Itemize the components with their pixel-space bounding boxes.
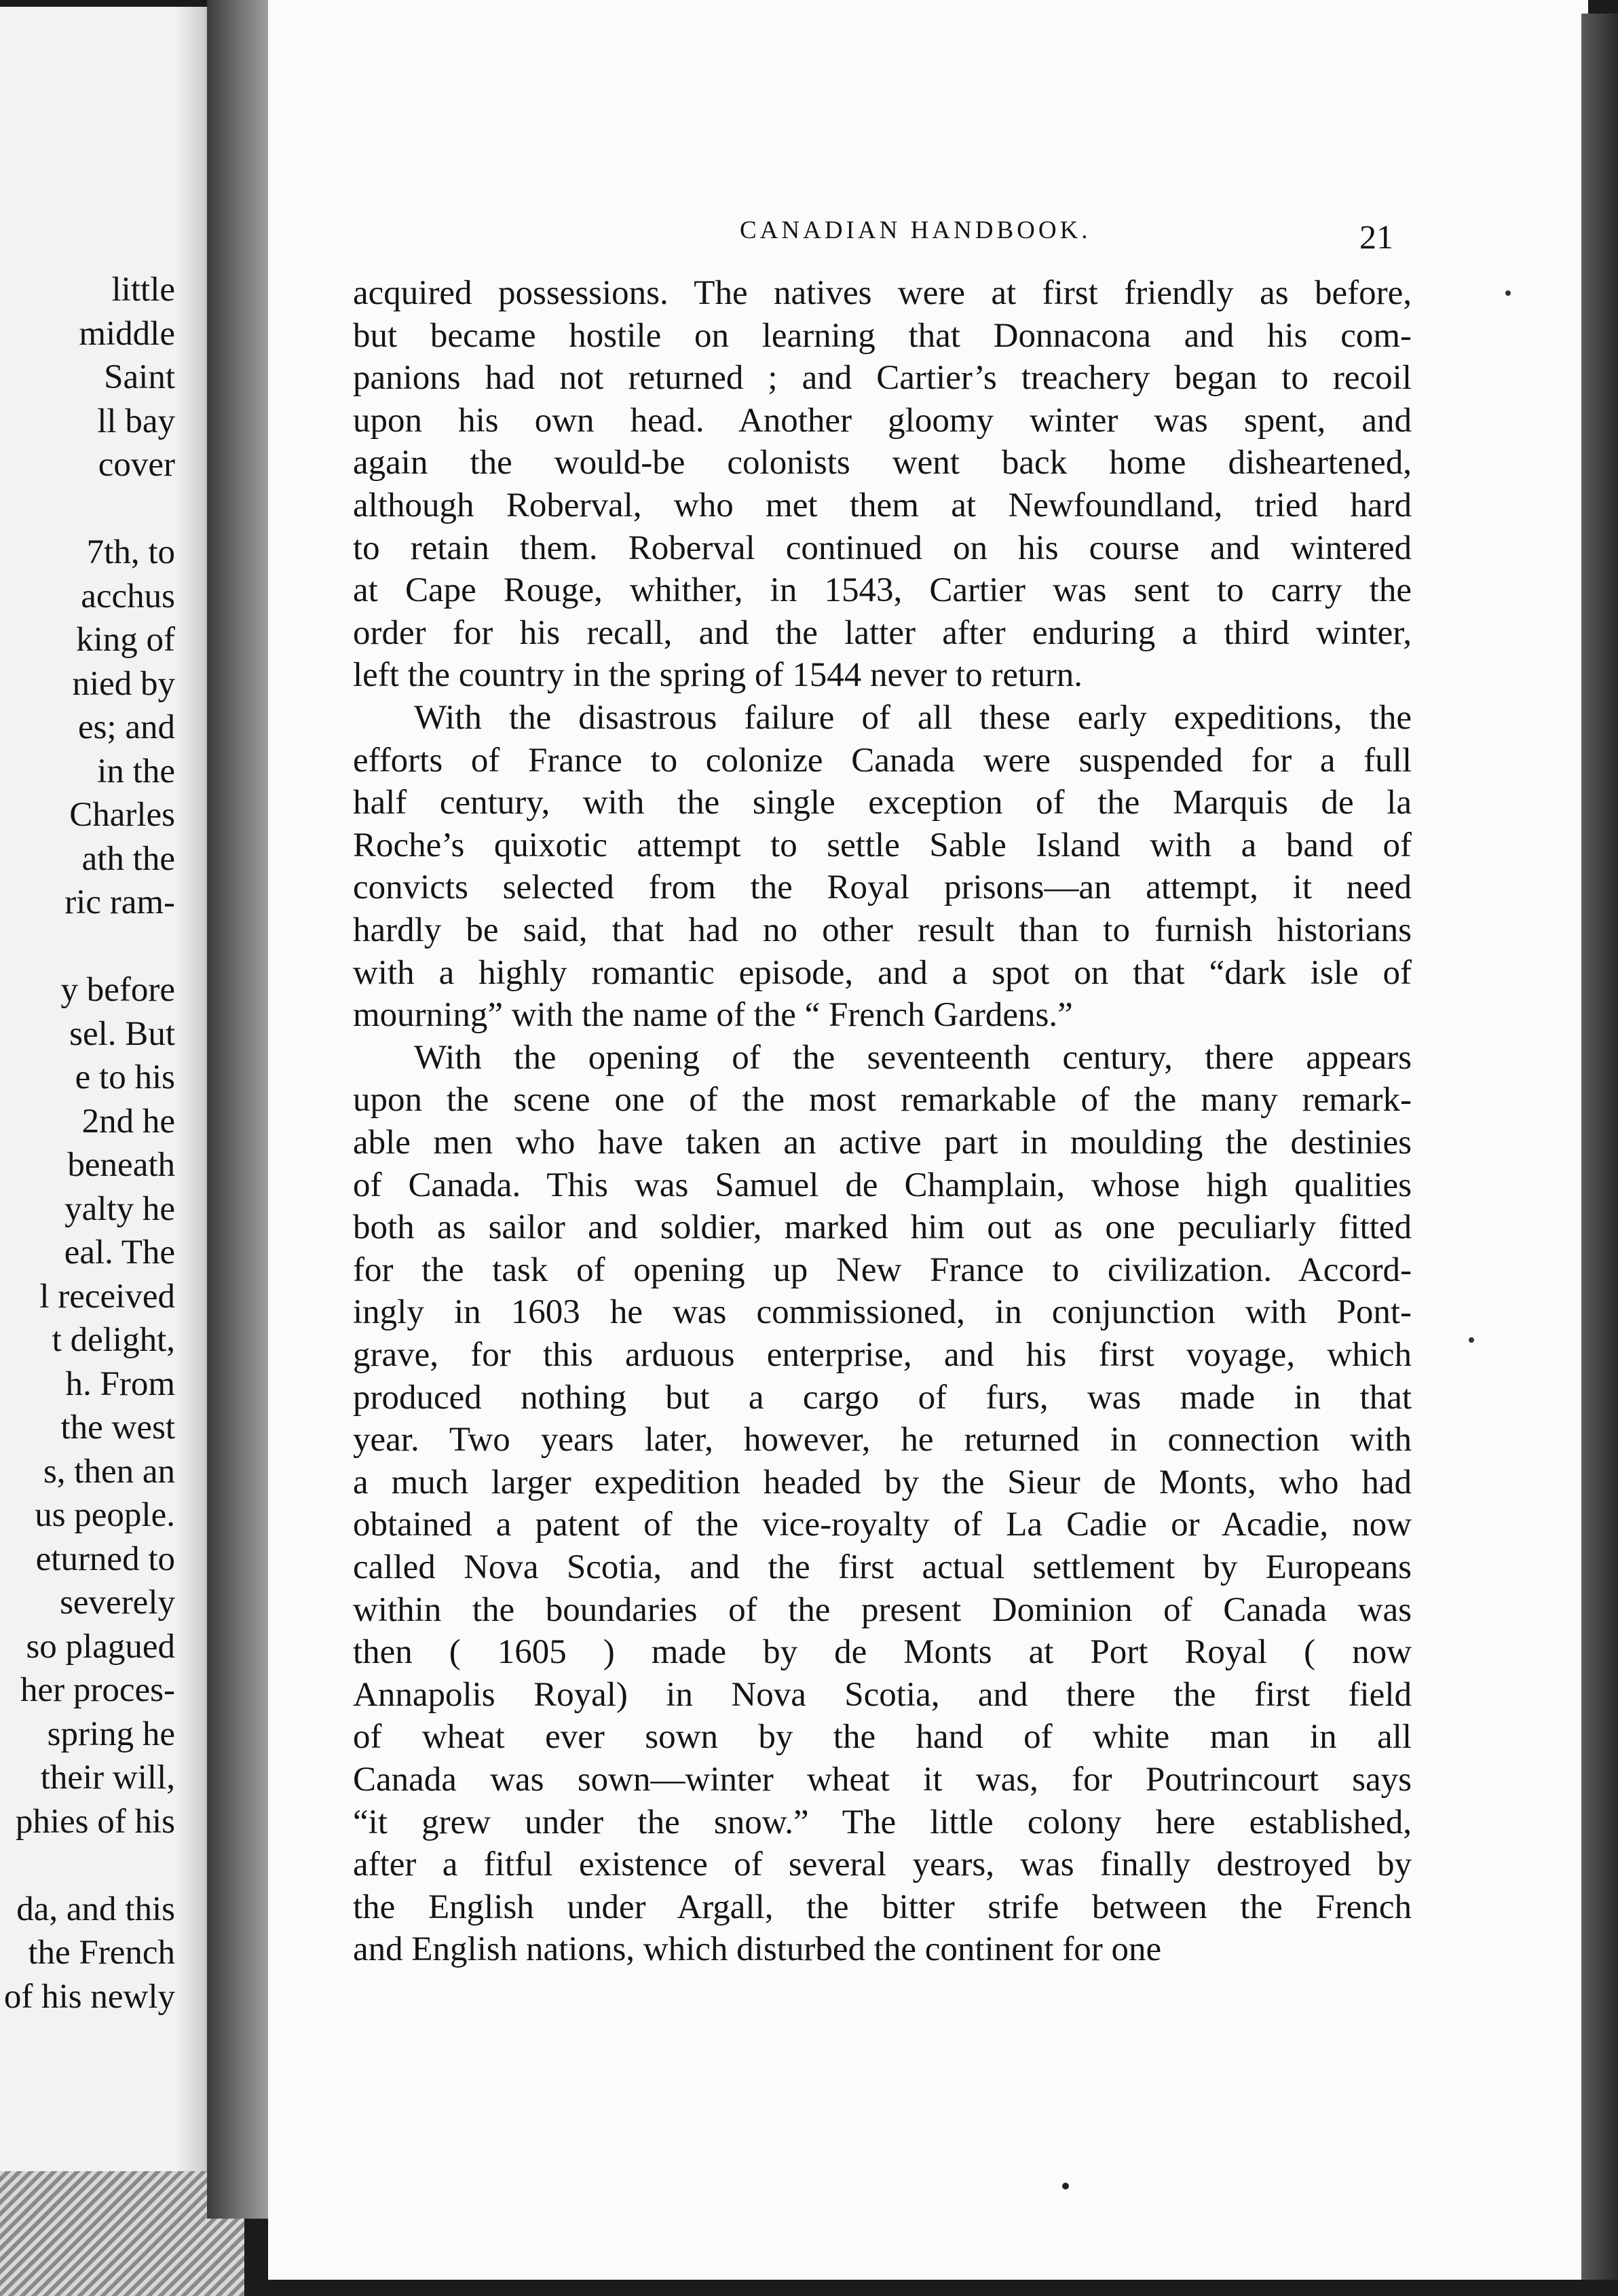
left-page-line: in the [97,752,175,790]
left-page-line: Saint [104,358,175,396]
left-page-line: her proces- [20,1671,175,1709]
text-line: at Cape Rouge, whither, in 1543, Cartier was sent to carry the [353,571,1412,609]
text-line: the English under Argall, the bitter strife between the French [353,1888,1412,1926]
left-page-line: the west [60,1409,175,1447]
left-page-line: yalty he [64,1190,175,1228]
running-header: CANADIAN HANDBOOK. [740,216,1091,244]
text-line: to retain them. Roberval continued on his course and wintered [353,529,1412,567]
left-page-line: nied by [72,665,175,703]
left-page-line: their will, [40,1759,175,1797]
left-page-line: es; and [77,708,175,746]
left-page-line: severely [60,1584,175,1622]
text-line: panions had not returned ; and Cartier’s treachery began to recoil [353,359,1412,397]
text-line: but became hostile on learning that Donnacona and his com- [353,317,1412,355]
text-line: of Canada. This was Samuel de Champlain, whose high qualities [353,1166,1412,1204]
text-line: although Roberval, who met them at Newfoundland, tried hard [353,486,1412,524]
text-line: convicts selected from the Royal prisons—an attempt, it need [353,868,1412,906]
text-line: ingly in 1603 he was commissioned, in conjunction with Pont- [353,1293,1412,1331]
left-page-line: Charles [69,796,175,834]
left-page-line: cover [98,446,175,484]
text-line: with a highly romantic episode, and a spot on that “dark isle of [353,954,1412,992]
left-page-line: da, and this [16,1890,175,1928]
text-line: able men who have taken an active part in moulding the destinies [353,1124,1412,1162]
left-page-line: ath the [81,840,175,878]
text-line: acquired possessions. The natives were at first friendly as before, [353,274,1412,312]
text-line: obtained a patent of the vice-royalty of La Cadie or Acadie, now [353,1506,1412,1544]
left-page-line: eturned to [35,1540,175,1578]
text-line: for the task of opening up New France to civilization. Accord- [353,1251,1412,1289]
left-page-line: beneath [67,1146,175,1184]
text-line: efforts of France to colonize Canada were suspended for a full [353,742,1412,780]
left-page-line: spring he [47,1715,175,1753]
left-page-line: acchus [81,577,175,615]
left-page-line: ll bay [97,402,175,440]
left-page-line: t delight, [52,1321,175,1359]
left-page-line: h. From [65,1365,175,1403]
left-page-line: phies of his [15,1803,175,1841]
text-line: after a fitful existence of several years, was finally destroyed by [353,1845,1412,1883]
text-line: year. Two years later, however, he returned in connection with [353,1421,1412,1459]
left-page-line: ric ram- [64,883,175,921]
text-line: hardly be said, that had no other result than to furnish historians [353,911,1412,949]
text-line: within the boundaries of the present Dominion of Canada was [353,1591,1412,1629]
text-line: With the disastrous failure of all these early expeditions, the [414,699,1412,737]
page-number: 21 [1359,218,1393,256]
left-page-line: us people. [35,1496,175,1534]
left-page-line: s, then an [43,1453,175,1491]
text-line: both as sailor and soldier, marked him out as one peculiarly fitted [353,1208,1412,1246]
left-page-line: little [111,271,175,309]
left-page-line: 2nd he [81,1103,175,1141]
text-line: order for his recall, and the latter after enduring a third winter, [353,614,1412,652]
text-line: half century, with the single exception of the Marquis de la [353,784,1412,822]
text-line: upon the scene one of the most remarkable of the many remark- [353,1081,1412,1119]
text-line: then ( 1605 ) made by de Monts at Port Royal ( now [353,1633,1412,1671]
left-page-line: of his newly [3,1978,175,2016]
left-page-edge [0,7,216,2181]
text-line: a much larger expedition headed by the Sieur de Monts, who had [353,1463,1412,1501]
left-page-line: sel. But [69,1015,175,1053]
left-page-line: middle [79,315,175,353]
left-page-line: king of [76,621,175,659]
text-line: Canada was sown—winter wheat it was, for Poutrincourt says [353,1761,1412,1799]
left-page-line: y before [60,971,175,1009]
text-line: again the would-be colonists went back home disheartened, [353,444,1412,482]
text-line: left the country in the spring of 1544 never to return. [353,656,1083,694]
text-line: and English nations, which disturbed the continent for one [353,1930,1162,1968]
left-page-line: e to his [75,1058,175,1096]
left-page-line: so plagued [26,1628,175,1666]
left-page-line: eal. The [64,1233,175,1271]
text-line: Annapolis Royal) in Nova Scotia, and there the first field [353,1676,1412,1714]
text-line: upon his own head. Another gloomy winter was spent, and [353,402,1412,440]
text-line: grave, for this arduous enterprise, and his first voyage, which [353,1336,1412,1374]
left-page-line: 7th, to [86,533,175,571]
text-line: of wheat ever sown by the hand of white man in all [353,1718,1412,1756]
text-line: With the opening of the seventeenth century, there appears [414,1039,1412,1077]
right-cover-edge [1581,14,1618,2280]
text-line: called Nova Scotia, and the first actual settlement by Europeans [353,1548,1412,1586]
left-page-line: the French [28,1934,175,1972]
text-line: produced nothing but a cargo of furs, was made in that [353,1379,1412,1417]
text-line: “it grew under the snow.” The little colony here established, [353,1803,1412,1841]
text-line: mourning” with the name of the “ French Gardens.” [353,996,1073,1034]
left-page-line: l received [39,1278,175,1316]
text-line: Roche’s quixotic attempt to settle Sable Island with a band of [353,826,1412,864]
